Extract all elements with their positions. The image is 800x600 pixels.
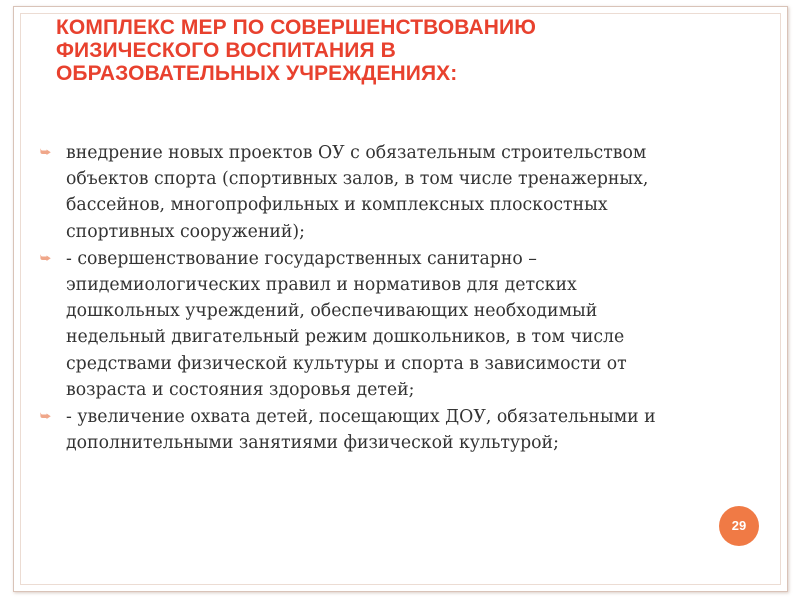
- bullet-text-1: [66, 140, 730, 245]
- slide-title-line-3: ОБРАЗОВАТЕЛЬНЫХ УЧРЕЖДЕНИЯХ:: [56, 62, 458, 85]
- bullet-2-line-1: - совершенствование государственных санитарно –: [66, 248, 537, 269]
- bullet-2-line-5: средствами физической культуры и спорта в зависимости от: [66, 353, 627, 374]
- slide-title-line-1: КОМПЛЕКС МЕР ПО СОВЕРШЕНСТВОВАНИЮ: [56, 16, 537, 39]
- slide-title: [56, 16, 736, 85]
- slide-title-line-2: ФИЗИЧЕСКОГО ВОСПИТАНИЯ В: [56, 39, 396, 62]
- bullet-2-line-2: эпидемиологических правил и нормативов для детских: [66, 275, 577, 296]
- bullet-item-2: [40, 246, 730, 403]
- bullet-text-2: [66, 246, 730, 403]
- bullet-2-line-3: дошкольных учреждений, обеспечивающих необходимый: [66, 301, 598, 322]
- bullet-2-line-4: недельный двигательный режим дошкольников, в том числе: [66, 327, 625, 348]
- arrow-bullet-icon: ⮩: [40, 250, 52, 265]
- bullet-text-3: [66, 404, 730, 456]
- bullet-item-3: [40, 404, 730, 456]
- arrow-bullet-icon: ⮩: [40, 145, 52, 159]
- bullet-1-line-3: бассейнов, многопрофильных и комплексных плоскостных: [66, 195, 608, 216]
- bullet-item-1: [40, 140, 730, 245]
- arrow-bullet-icon: ⮩: [40, 409, 52, 424]
- bullet-2-line-6: возраста и состояния здоровья детей;: [66, 379, 415, 400]
- page-number-badge: 29: [719, 506, 759, 546]
- bullet-list: [40, 140, 730, 457]
- bullet-1-line-2: объектов спорта (спортивных залов, в том числе тренажерных,: [66, 169, 649, 190]
- bullet-1-line-4: спортивных сооружений);: [66, 221, 305, 242]
- bullet-3-line-1: - увеличение охвата детей, посещающих ДОУ, обязательными и: [66, 407, 656, 428]
- bullet-3-line-2: дополнительными занятиями физической культурой;: [66, 433, 559, 454]
- bullet-1-line-1: внедрение новых проектов ОУ с обязательным строительством: [66, 143, 647, 163]
